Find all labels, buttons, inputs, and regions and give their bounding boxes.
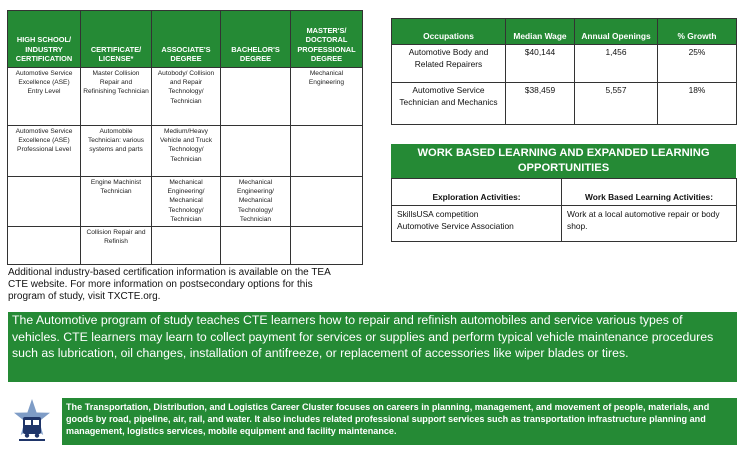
table-cell bbox=[291, 177, 363, 227]
table-row bbox=[8, 227, 363, 265]
median-wage: $38,459 bbox=[506, 83, 575, 125]
table-row bbox=[8, 126, 363, 177]
table-cell bbox=[221, 126, 291, 177]
table-cell bbox=[8, 227, 81, 265]
certification-header-row bbox=[8, 11, 363, 68]
header-certificate-license: CERTIFICATE/ LICENSE* bbox=[81, 11, 152, 68]
exploration-activity-item: SkillsUSA competition bbox=[397, 209, 479, 219]
wbl-activities: Work at a local automotive repair or body shop. bbox=[562, 206, 737, 242]
table-cell: Collision Repair and Refinish bbox=[81, 227, 152, 265]
percent-growth: 25% bbox=[658, 45, 737, 83]
work-based-learning-table bbox=[391, 178, 737, 242]
program-description: The Automotive program of study teaches CTE learners how to repair and refinish automobiles and service various types of vehicles. CTE learners may learn to collect payment for services or supplies and perform typical vehicle maintenance procedures such as lubrication, oil changes, installation of antifreeze, or replacement of accessories like wiper blades or tires. bbox=[8, 312, 737, 382]
table-cell: Automotive Service Excellence (ASE) Professional Level bbox=[8, 126, 81, 177]
header-high-school-certification: HIGH SCHOOL/ INDUSTRY CERTIFICATION bbox=[8, 11, 81, 68]
table-cell bbox=[221, 68, 291, 126]
table-cell bbox=[291, 126, 363, 177]
table-cell: Automobile Technician: various systems and parts bbox=[81, 126, 152, 177]
table-cell: Mechanical Engineering bbox=[291, 68, 363, 126]
table-cell: Engine Machinist Technician bbox=[81, 177, 152, 227]
table-row bbox=[8, 68, 363, 126]
table-row bbox=[392, 206, 737, 242]
table-row bbox=[8, 177, 363, 227]
wbl-activities-header: Work Based Learning Activities: bbox=[562, 179, 737, 206]
certification-note: Additional industry-based certification information is available on the TEA CTE website. For more information on postsecondary options for this program of study, visit TXCTE.org. bbox=[8, 267, 331, 303]
table-cell bbox=[152, 227, 221, 265]
work-based-learning-title: WORK BASED LEARNING AND EXPANDED LEARNING OPPORTUNITIES bbox=[391, 144, 736, 178]
median-wage: $40,144 bbox=[506, 45, 575, 83]
table-cell bbox=[8, 177, 81, 227]
exploration-activity-item: Automotive Service Association bbox=[397, 221, 514, 232]
header-annual-openings: Annual Openings bbox=[575, 19, 658, 45]
occupation-name: Automotive Body and Related Repairers bbox=[392, 45, 506, 83]
occupation-name: Automotive Service Technician and Mechanics bbox=[392, 83, 506, 125]
occupations-header-row bbox=[392, 19, 737, 45]
wbl-header-row bbox=[392, 179, 737, 206]
table-row bbox=[392, 45, 737, 83]
annual-openings: 1,456 bbox=[575, 45, 658, 83]
table-cell bbox=[221, 227, 291, 265]
header-bachelors-degree: BACHELOR'S DEGREE bbox=[221, 11, 291, 68]
occupations-table bbox=[391, 18, 737, 125]
table-cell: Autobody/ Collision and Repair Technology/ Technician bbox=[152, 68, 221, 126]
header-occupations: Occupations bbox=[392, 19, 506, 45]
header-percent-growth: % Growth bbox=[658, 19, 737, 45]
table-cell: Medium/Heavy Vehicle and Truck Technology/ Technician bbox=[152, 126, 221, 177]
table-cell: Mechanical Engineering/ Mechanical Technology/ Technician bbox=[152, 177, 221, 227]
exploration-activities-header: Exploration Activities: bbox=[392, 179, 562, 206]
cluster-description: The Transportation, Distribution, and Logistics Career Cluster focuses on careers in planning, management, and movement of people, materials, and goods by road, pipeline, air, rail, and water. It also includes related professional support services such as transportation infrastructure planning and management, logistics services, mobile equipment and facility maintenance. bbox=[62, 398, 737, 445]
table-cell: Automotive Service Excellence (ASE) Entry Level bbox=[8, 68, 81, 126]
table-cell bbox=[291, 227, 363, 265]
table-row bbox=[392, 83, 737, 125]
header-masters-doctoral-degree: MASTER'S/ DOCTORAL PROFESSIONAL DEGREE bbox=[291, 11, 363, 68]
exploration-activities bbox=[392, 206, 562, 242]
star-with-bus-icon bbox=[14, 397, 50, 445]
annual-openings: 5,557 bbox=[575, 83, 658, 125]
header-median-wage: Median Wage bbox=[506, 19, 575, 45]
table-cell: Mechanical Engineering/ Mechanical Technology/ Technician bbox=[221, 177, 291, 227]
percent-growth: 18% bbox=[658, 83, 737, 125]
header-associates-degree: ASSOCIATE'S DEGREE bbox=[152, 11, 221, 68]
certification-table bbox=[7, 10, 363, 265]
table-cell: Master Collision Repair and Refinishing Technician bbox=[81, 68, 152, 126]
